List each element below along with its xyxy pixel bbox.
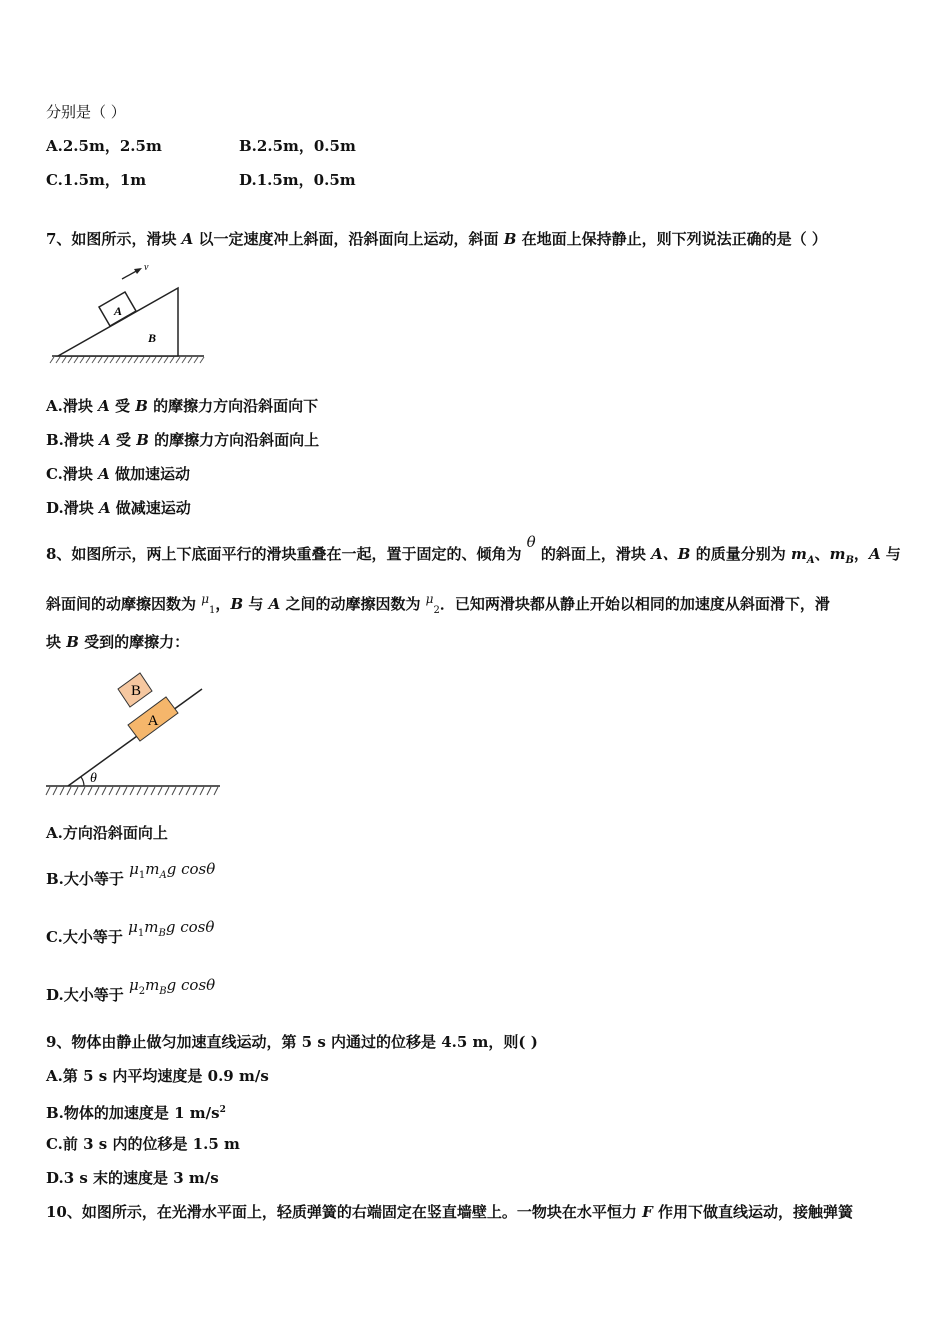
q9-option-d <box>46 1168 219 1188</box>
stem-text: 作用下做直线运动，接触弹簧 <box>652 1203 853 1221</box>
option-letter: D. <box>46 1169 64 1187</box>
option-letter: D. <box>46 499 64 517</box>
option-letter: D. <box>239 171 257 189</box>
ground-hatch <box>50 357 204 363</box>
theta-label: θ <box>90 771 97 786</box>
mu1-symbol: μ <box>201 592 210 606</box>
option-text: 的摩擦力方向沿斜面向下 <box>147 397 319 415</box>
q7-stem <box>46 229 827 249</box>
var-a: A <box>99 431 111 449</box>
var-b: B <box>230 595 244 613</box>
option-text: 大小等于 <box>63 870 130 888</box>
option-text: 的摩擦力方向沿斜面向上 <box>148 431 320 449</box>
ground-hatch <box>46 787 218 795</box>
mass-subscript: A <box>159 870 167 881</box>
q9-option-a <box>46 1066 269 1086</box>
option-letter: C. <box>46 171 63 189</box>
option-letter: B. <box>46 431 64 449</box>
option-letter: C. <box>46 465 63 483</box>
mu-subscript: 2 <box>138 986 146 997</box>
mass-subscript: B <box>158 928 166 939</box>
formula-tail: g cosθ <box>166 860 216 878</box>
q6-option-b <box>239 136 356 156</box>
stem-text: 之间的动摩擦因数为 <box>280 595 426 613</box>
stem-text: 斜面间的动摩擦因数为 <box>46 595 202 613</box>
stem-text: 受到的摩擦力： <box>78 633 190 651</box>
stem-text: 8、如图所示，两上下底面平行的滑块重叠在一起，置于固定的、倾角为 <box>46 545 527 563</box>
option-letter: B. <box>239 137 257 155</box>
mu-symbol: μ <box>128 976 139 994</box>
option-text: 做减速运动 <box>110 499 191 517</box>
stem-text: 以一定速度冲上斜面，沿斜面向上运动，斜面 <box>193 230 504 248</box>
block-a-label: A <box>113 304 123 318</box>
option-letter: A. <box>46 137 63 155</box>
option-text: 受 <box>110 431 137 449</box>
mass-a-symbol: m <box>790 545 807 563</box>
q8-stem-line3 <box>46 632 189 652</box>
velocity-label: v <box>144 262 149 273</box>
option-letter: B. <box>46 1104 64 1122</box>
q7-option-c <box>46 464 190 484</box>
option-letter: C. <box>46 1135 63 1153</box>
formula-tail: g cosθ <box>165 918 215 936</box>
mu2-symbol: μ <box>425 592 434 606</box>
mu-symbol: μ <box>128 918 138 936</box>
q6-option-a <box>46 136 162 156</box>
stem-text: 、 <box>814 545 830 563</box>
q6-option-c <box>46 170 146 190</box>
var-b: B <box>66 633 79 651</box>
q7-option-d <box>46 498 191 518</box>
option-text: 方向沿斜面向上 <box>62 824 168 842</box>
angle-arc <box>81 777 84 786</box>
superscript: 2 <box>219 1105 226 1115</box>
q8-option-b <box>46 860 216 896</box>
q8-option-c <box>46 918 215 954</box>
block-a-label: A <box>147 713 159 729</box>
var-a: A <box>868 545 881 563</box>
q9-stem: 9、物体由静止做匀加速直线运动，第 5 s 内通过的位移是 4.5 m，则( ) <box>46 1033 538 1051</box>
option-text: 做加速运动 <box>109 465 191 483</box>
option-text: 受 <box>109 397 136 415</box>
stem-text: ， <box>215 595 231 613</box>
option-text: 物体的加速度是 1 m/s <box>63 1104 220 1122</box>
option-text: 3 s 末的速度是 3 m/s <box>63 1169 219 1187</box>
q7-option-a <box>46 396 318 416</box>
mu2-subscript: 2 <box>433 605 440 616</box>
stem-text: 块 <box>46 633 67 651</box>
stem-text: 与 <box>243 595 269 613</box>
q7-option-b <box>46 430 319 450</box>
var-a: A <box>268 595 281 613</box>
q9-option-b <box>46 1100 226 1123</box>
option-text: 滑块 <box>62 397 99 415</box>
block-b-label: B <box>130 683 142 699</box>
var-a: A <box>98 499 111 517</box>
mass-symbol: m <box>145 976 160 994</box>
formula <box>128 918 215 939</box>
var-a: A <box>98 465 110 483</box>
vars-ab: A、B <box>651 545 691 563</box>
option-text: 滑块 <box>62 465 99 483</box>
stem-text: 与 <box>880 545 901 563</box>
stem-text: ．已知两滑块都从静止开始以相同的加速度从斜面滑下，滑 <box>439 595 830 613</box>
option-text: 1.5m，1m <box>62 171 147 189</box>
option-letter: A. <box>46 824 63 842</box>
var-a: A <box>98 397 110 415</box>
var-a: A <box>181 230 194 248</box>
mass-subscript: B <box>159 986 167 997</box>
option-text: 第 5 s 内平均速度是 0.9 m/s <box>62 1067 269 1085</box>
var-b: B <box>503 230 517 248</box>
mass-symbol: m <box>144 918 159 936</box>
mu-subscript: 1 <box>137 928 145 939</box>
q9-option-c <box>46 1134 240 1154</box>
q8-option-a <box>46 823 168 843</box>
mass-b-symbol: m <box>829 545 846 563</box>
mu1-subscript: 1 <box>209 605 216 616</box>
option-letter: C. <box>46 928 63 946</box>
q6-option-d <box>239 170 356 190</box>
q8-stacked-blocks-figure <box>44 665 229 800</box>
option-text: 大小等于 <box>62 928 129 946</box>
stem-text: 在地面上保持静止，则下列说法正确的是（ ） <box>516 230 827 248</box>
option-text: 滑块 <box>63 431 100 449</box>
theta-symbol: θ <box>526 533 536 551</box>
option-letter: A. <box>46 1067 63 1085</box>
option-text: 1.5m，0.5m <box>256 171 356 189</box>
option-text: 2.5m，0.5m <box>256 137 356 155</box>
mass-b-subscript: B <box>845 555 854 566</box>
incline-b-label: B <box>147 331 157 345</box>
stem-text: 的斜面上，滑块 <box>535 545 652 563</box>
option-letter: B. <box>46 870 64 888</box>
option-text: 前 3 s 内的位移是 1.5 m <box>62 1135 240 1153</box>
option-text: 2.5m，2.5m <box>62 137 162 155</box>
stem-text: 的质量分别为 <box>690 545 791 563</box>
stem-text: 10、如图所示，在光滑水平面上，轻质弹簧的右端固定在竖直墙壁上。一物块在水平恒力 <box>46 1203 643 1221</box>
stem-text: ， <box>853 545 869 563</box>
option-letter: A. <box>46 397 63 415</box>
var-b: B <box>135 397 148 415</box>
q7-incline-figure <box>44 255 214 370</box>
q8-option-d <box>46 976 216 1012</box>
formula-tail: g cosθ <box>166 976 216 994</box>
q6-stem-tail: 分别是（ ） <box>46 103 126 121</box>
option-text: 滑块 <box>63 499 99 517</box>
var-f: F <box>642 1203 653 1221</box>
mass-symbol: m <box>145 860 160 878</box>
var-b: B <box>136 431 149 449</box>
stem-text: 7、如图所示，滑块 <box>46 230 182 248</box>
q8-stem-line1 <box>46 533 901 571</box>
mu-subscript: 1 <box>138 870 146 881</box>
option-text: 大小等于 <box>63 986 129 1004</box>
formula <box>128 976 216 997</box>
q10-stem <box>46 1202 853 1222</box>
formula <box>129 860 216 881</box>
option-letter: D. <box>46 986 64 1004</box>
mu-symbol: μ <box>129 860 139 878</box>
q8-stem-line2 <box>46 594 830 621</box>
mass-a-subscript: A <box>806 555 815 566</box>
